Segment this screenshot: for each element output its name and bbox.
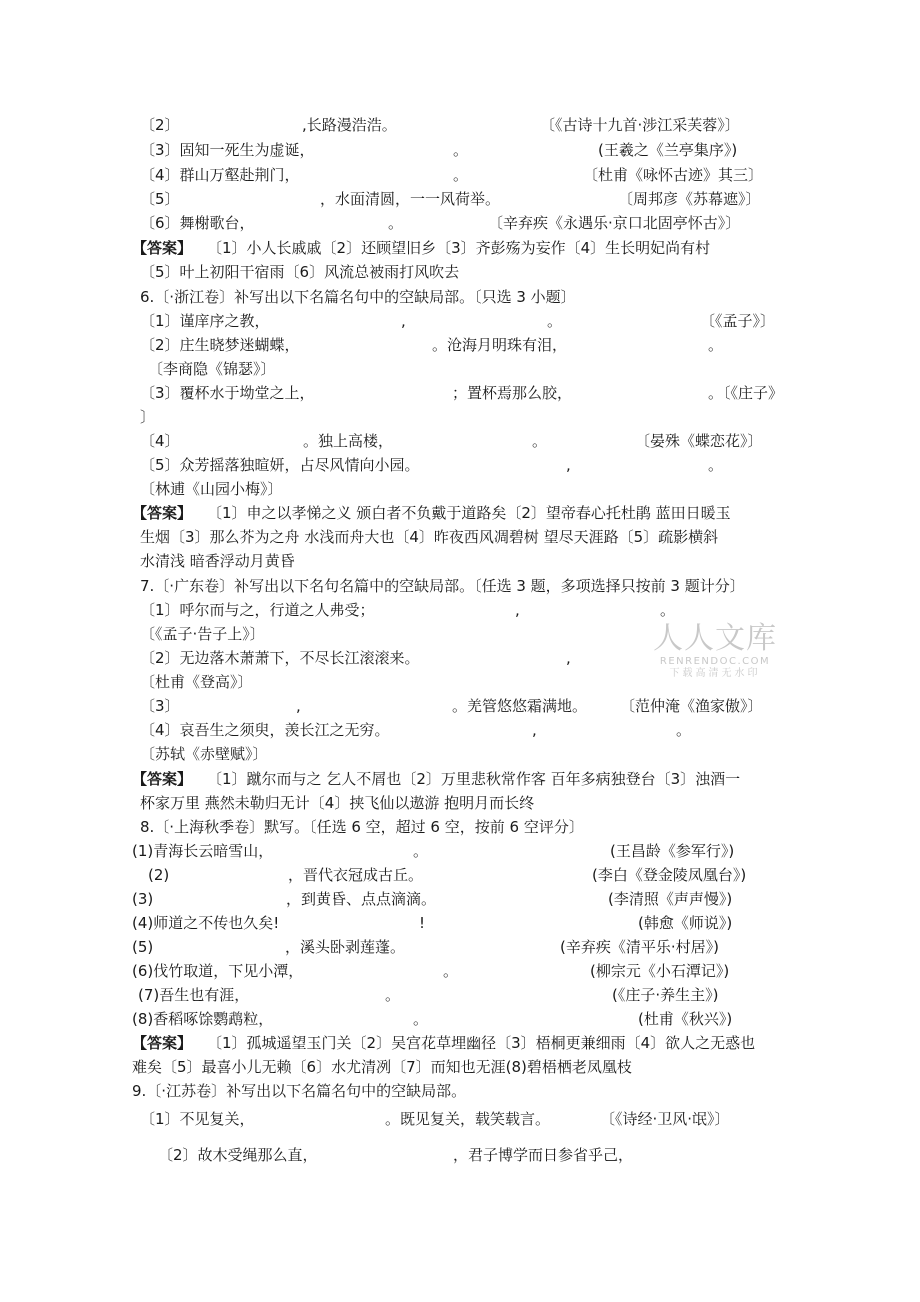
text-line xyxy=(0,742,920,766)
text-segment: ，晋代衣冠成古丘。 xyxy=(288,866,424,884)
text-line xyxy=(0,887,920,911)
text-segment: 。 xyxy=(676,721,692,739)
text-segment: ! xyxy=(419,914,426,932)
text-segment: 〔李商隐《锦瑟》〕 xyxy=(148,360,276,378)
text-segment: 〔1〕不见复关， xyxy=(140,1110,255,1128)
text-segment: (7)吾生也有涯， xyxy=(138,986,250,1004)
text-segment: 杯家万里 燕然未勒归无计〔4〕挟飞仙以遨游 抱明月而长终 xyxy=(140,794,535,812)
text-segment: 〔苏轼《赤壁赋》〕 xyxy=(140,745,268,763)
text-segment: 6.〔·浙江卷〕补写出以下名篇名句中的空缺局部。〔只选 3 小题〕 xyxy=(140,288,576,306)
text-segment: 〔范仲淹《渔家傲》〕 xyxy=(620,697,763,715)
text-segment: ,长路漫浩浩。 xyxy=(302,116,397,134)
text-segment: ，溪头卧剥莲蓬。 xyxy=(285,938,406,956)
text-segment: 〔《孟子》〕 xyxy=(700,312,776,330)
text-segment: (李白《登金陵凤凰台》) xyxy=(592,866,747,884)
text-segment: 〔3〕 xyxy=(140,697,180,715)
text-segment: , xyxy=(532,721,537,739)
text-segment: 〔1〕呼尔而与之，行道之人弗受； xyxy=(140,601,375,619)
text-segment: 。 xyxy=(453,141,469,159)
text-segment: 。 xyxy=(413,842,429,860)
text-segment: 〔4〕 xyxy=(140,432,180,450)
text-line xyxy=(0,839,920,863)
text-line xyxy=(0,1079,920,1103)
text-segment: (1)青海长云暗雪山， xyxy=(132,842,274,860)
text-line xyxy=(0,863,920,887)
text-segment: ；置杯焉那么胶， xyxy=(452,384,573,402)
text-line xyxy=(0,622,920,646)
text-segment: 〔1〕申之以孝悌之义 颁白者不负戴于道路矣〔2〕望帝春心托杜鹃 蓝田日暖玉 xyxy=(207,504,731,522)
text-segment: (2) xyxy=(148,866,170,884)
text-line xyxy=(0,670,920,694)
text-segment: , xyxy=(566,456,571,474)
text-segment: 9.〔·江苏卷〕补写出以下名篇名句中的空缺局部。 xyxy=(132,1082,467,1100)
text-segment: 。 xyxy=(388,214,404,232)
answer-label: 【答案】 xyxy=(132,770,193,788)
watermark xyxy=(650,622,780,680)
text-segment: 〔5〕叶上初阳干宿雨〔6〕风流总被雨打风吹去 xyxy=(140,263,460,281)
text-segment: 。沧海月明珠有泪， xyxy=(432,336,568,354)
text-segment: (辛弃疾《清平乐·村居》) xyxy=(560,938,719,956)
text-segment: 。〔《庄子》 xyxy=(708,384,784,402)
text-line xyxy=(0,285,920,309)
watermark-subtitle: 下载高清无水印 xyxy=(669,668,761,679)
text-segment: 〔林逋《山园小梅》〕 xyxy=(140,480,283,498)
text-line xyxy=(0,163,920,187)
text-segment: (6)伐竹取道，下见小潭， xyxy=(132,962,304,980)
answer-line xyxy=(0,236,920,260)
text-segment: 。 xyxy=(453,166,469,184)
text-segment: (王昌龄《参军行》) xyxy=(610,842,735,860)
text-segment: 〔《孟子·告子上》〕 xyxy=(140,625,265,643)
text-segment: 难矣〔5〕最喜小儿无赖〔6〕水尤清冽〔7〕而知也无涯(8)碧梧栖老凤凰枝 xyxy=(132,1058,632,1076)
text-segment: 〔3〕覆杯水于坳堂之上， xyxy=(140,384,315,402)
text-segment: 〔3〕固知一死生为虚诞， xyxy=(140,141,315,159)
text-segment: 7.〔·广东卷〕补写出以下名句名篇中的空缺局部。〔任选 3 题，多项选择只按前 3 题计分〕 xyxy=(140,577,745,595)
text-segment: , xyxy=(515,601,520,619)
text-line xyxy=(0,815,920,839)
text-segment: 〔2〕故木受绳那么直， xyxy=(158,1146,318,1164)
text-segment: ，到黄昏、点点滴滴。 xyxy=(286,890,437,908)
text-segment: 〔《诗经·卫风·氓》〕 xyxy=(600,1110,730,1128)
text-line xyxy=(0,1143,920,1167)
text-segment: 〔1〕蹴尔而与之 乞人不屑也〔2〕万里悲秋常作客 百年多病独登台〔3〕浊酒一 xyxy=(207,770,741,788)
text-line xyxy=(0,549,920,573)
text-segment: 〔辛弃疾《永遇乐·京口北固亭怀古》〕 xyxy=(488,214,741,232)
text-line xyxy=(0,260,920,284)
text-segment: 。羌管悠悠霜满地。 xyxy=(452,697,588,715)
text-line xyxy=(0,113,920,137)
text-line xyxy=(0,333,920,357)
text-segment: 〔4〕哀吾生之须臾，羡长江之无穷。 xyxy=(140,721,390,739)
text-segment: 〔6〕舞榭歌台， xyxy=(140,214,255,232)
text-segment: 〔2〕 xyxy=(140,116,180,134)
text-line xyxy=(0,381,920,405)
text-segment: 〔1〕谨庠序之教， xyxy=(140,312,270,330)
text-segment: (柳宗元《小石潭记》) xyxy=(590,962,730,980)
text-segment: , xyxy=(401,312,406,330)
text-segment: (4)师道之不传也久矣! xyxy=(132,914,280,932)
text-line xyxy=(0,935,920,959)
text-segment: (5) xyxy=(132,938,154,956)
answer-line xyxy=(0,767,920,791)
text-line xyxy=(0,959,920,983)
answer-label: 【答案】 xyxy=(132,504,193,522)
text-segment: (李清照《声声慢》) xyxy=(608,890,733,908)
text-segment: 〔1〕小人长戚戚〔2〕还顾望旧乡〔3〕齐彭殇为妄作〔4〕生长明妃尚有村 xyxy=(207,239,711,257)
watermark-url: RENRENDOC.COM xyxy=(659,656,771,667)
text-line xyxy=(0,598,920,622)
text-line xyxy=(0,1107,920,1131)
text-segment: 〕 xyxy=(140,408,156,426)
text-segment: 〔晏殊《蝶恋花》〕 xyxy=(635,432,763,450)
answer-label: 【答案】 xyxy=(132,1034,193,1052)
text-segment: ，君子博学而日参省乎己， xyxy=(453,1146,634,1164)
text-segment: ，水面清圆，一一风荷举。 xyxy=(320,190,501,208)
watermark-title: 人人文库 xyxy=(653,621,777,656)
text-line xyxy=(0,718,920,742)
text-segment: 〔杜甫《登高》〕 xyxy=(140,673,253,691)
text-segment: 。 xyxy=(547,312,563,330)
text-line xyxy=(0,211,920,235)
text-line xyxy=(0,983,920,1007)
text-segment: 8.〔·上海秋季卷〕默写。〔任选 6 空，超过 6 空，按前 6 空评分〕 xyxy=(140,818,584,836)
text-line xyxy=(0,477,920,501)
text-segment: (杜甫《秋兴》) xyxy=(638,1010,733,1028)
text-segment: 生烟〔3〕那么芥为之舟 水浅而舟大也〔4〕昨夜西风凋碧树 望尽天涯路〔5〕疏影横斜 xyxy=(140,528,719,546)
text-segment: 。 xyxy=(385,986,401,1004)
text-segment: 〔周邦彦《苏幕遮》〕 xyxy=(618,190,761,208)
text-segment: 。 xyxy=(443,962,459,980)
text-line xyxy=(0,525,920,549)
text-segment: (8)香稻啄馀鹦鹉粒， xyxy=(132,1010,274,1028)
text-line xyxy=(0,357,920,381)
text-line xyxy=(0,1007,920,1031)
answer-label: 【答案】 xyxy=(132,239,193,257)
text-line xyxy=(0,646,920,670)
text-segment: 〔5〕众芳摇落独暄妍，占尽风情向小园。 xyxy=(140,456,420,474)
text-segment: 〔2〕庄生晓梦迷蝴蝶， xyxy=(140,336,300,354)
text-line xyxy=(0,309,920,333)
text-line xyxy=(0,405,920,429)
text-segment: 〔2〕无边落木萧萧下，不尽长江滚滚来。 xyxy=(140,649,420,667)
text-line xyxy=(0,453,920,477)
text-segment: 。既见复关，载笑载言。 xyxy=(385,1110,551,1128)
text-segment: (3) xyxy=(132,890,154,908)
answer-line xyxy=(0,1031,920,1055)
answer-line xyxy=(0,501,920,525)
text-line xyxy=(0,911,920,935)
text-line xyxy=(0,791,920,815)
text-segment: 。 xyxy=(708,336,724,354)
text-line xyxy=(0,138,920,162)
text-line xyxy=(0,429,920,453)
text-segment: (《庄子·养生主》) xyxy=(612,986,719,1004)
text-segment: (韩愈《师说》) xyxy=(638,914,733,932)
text-line xyxy=(0,574,920,598)
text-segment: 。 xyxy=(660,601,676,619)
text-segment: 。独上高楼， xyxy=(303,432,394,450)
text-segment: , xyxy=(296,697,301,715)
text-segment: 〔杜甫《咏怀古迹》其三〕 xyxy=(583,166,764,184)
text-segment: 水清浅 暗香浮动月黄昏 xyxy=(140,552,295,570)
text-line xyxy=(0,187,920,211)
text-line xyxy=(0,1055,920,1079)
text-segment: 。 xyxy=(708,456,724,474)
text-segment: , xyxy=(566,649,571,667)
text-segment: 〔4〕群山万壑赴荆门， xyxy=(140,166,300,184)
text-segment: 〔5〕 xyxy=(140,190,180,208)
text-segment: 。 xyxy=(532,432,548,450)
text-segment: 〔1〕孤城遥望玉门关〔2〕吴宫花草埋幽径〔3〕梧桐更兼细雨〔4〕欲人之无惑也 xyxy=(207,1034,756,1052)
text-segment: 〔《古诗十九首·涉江采芙蓉》〕 xyxy=(540,116,740,134)
text-line xyxy=(0,694,920,718)
text-segment: (王羲之《兰亭集序》) xyxy=(598,141,738,159)
text-segment: 。 xyxy=(413,1010,429,1028)
